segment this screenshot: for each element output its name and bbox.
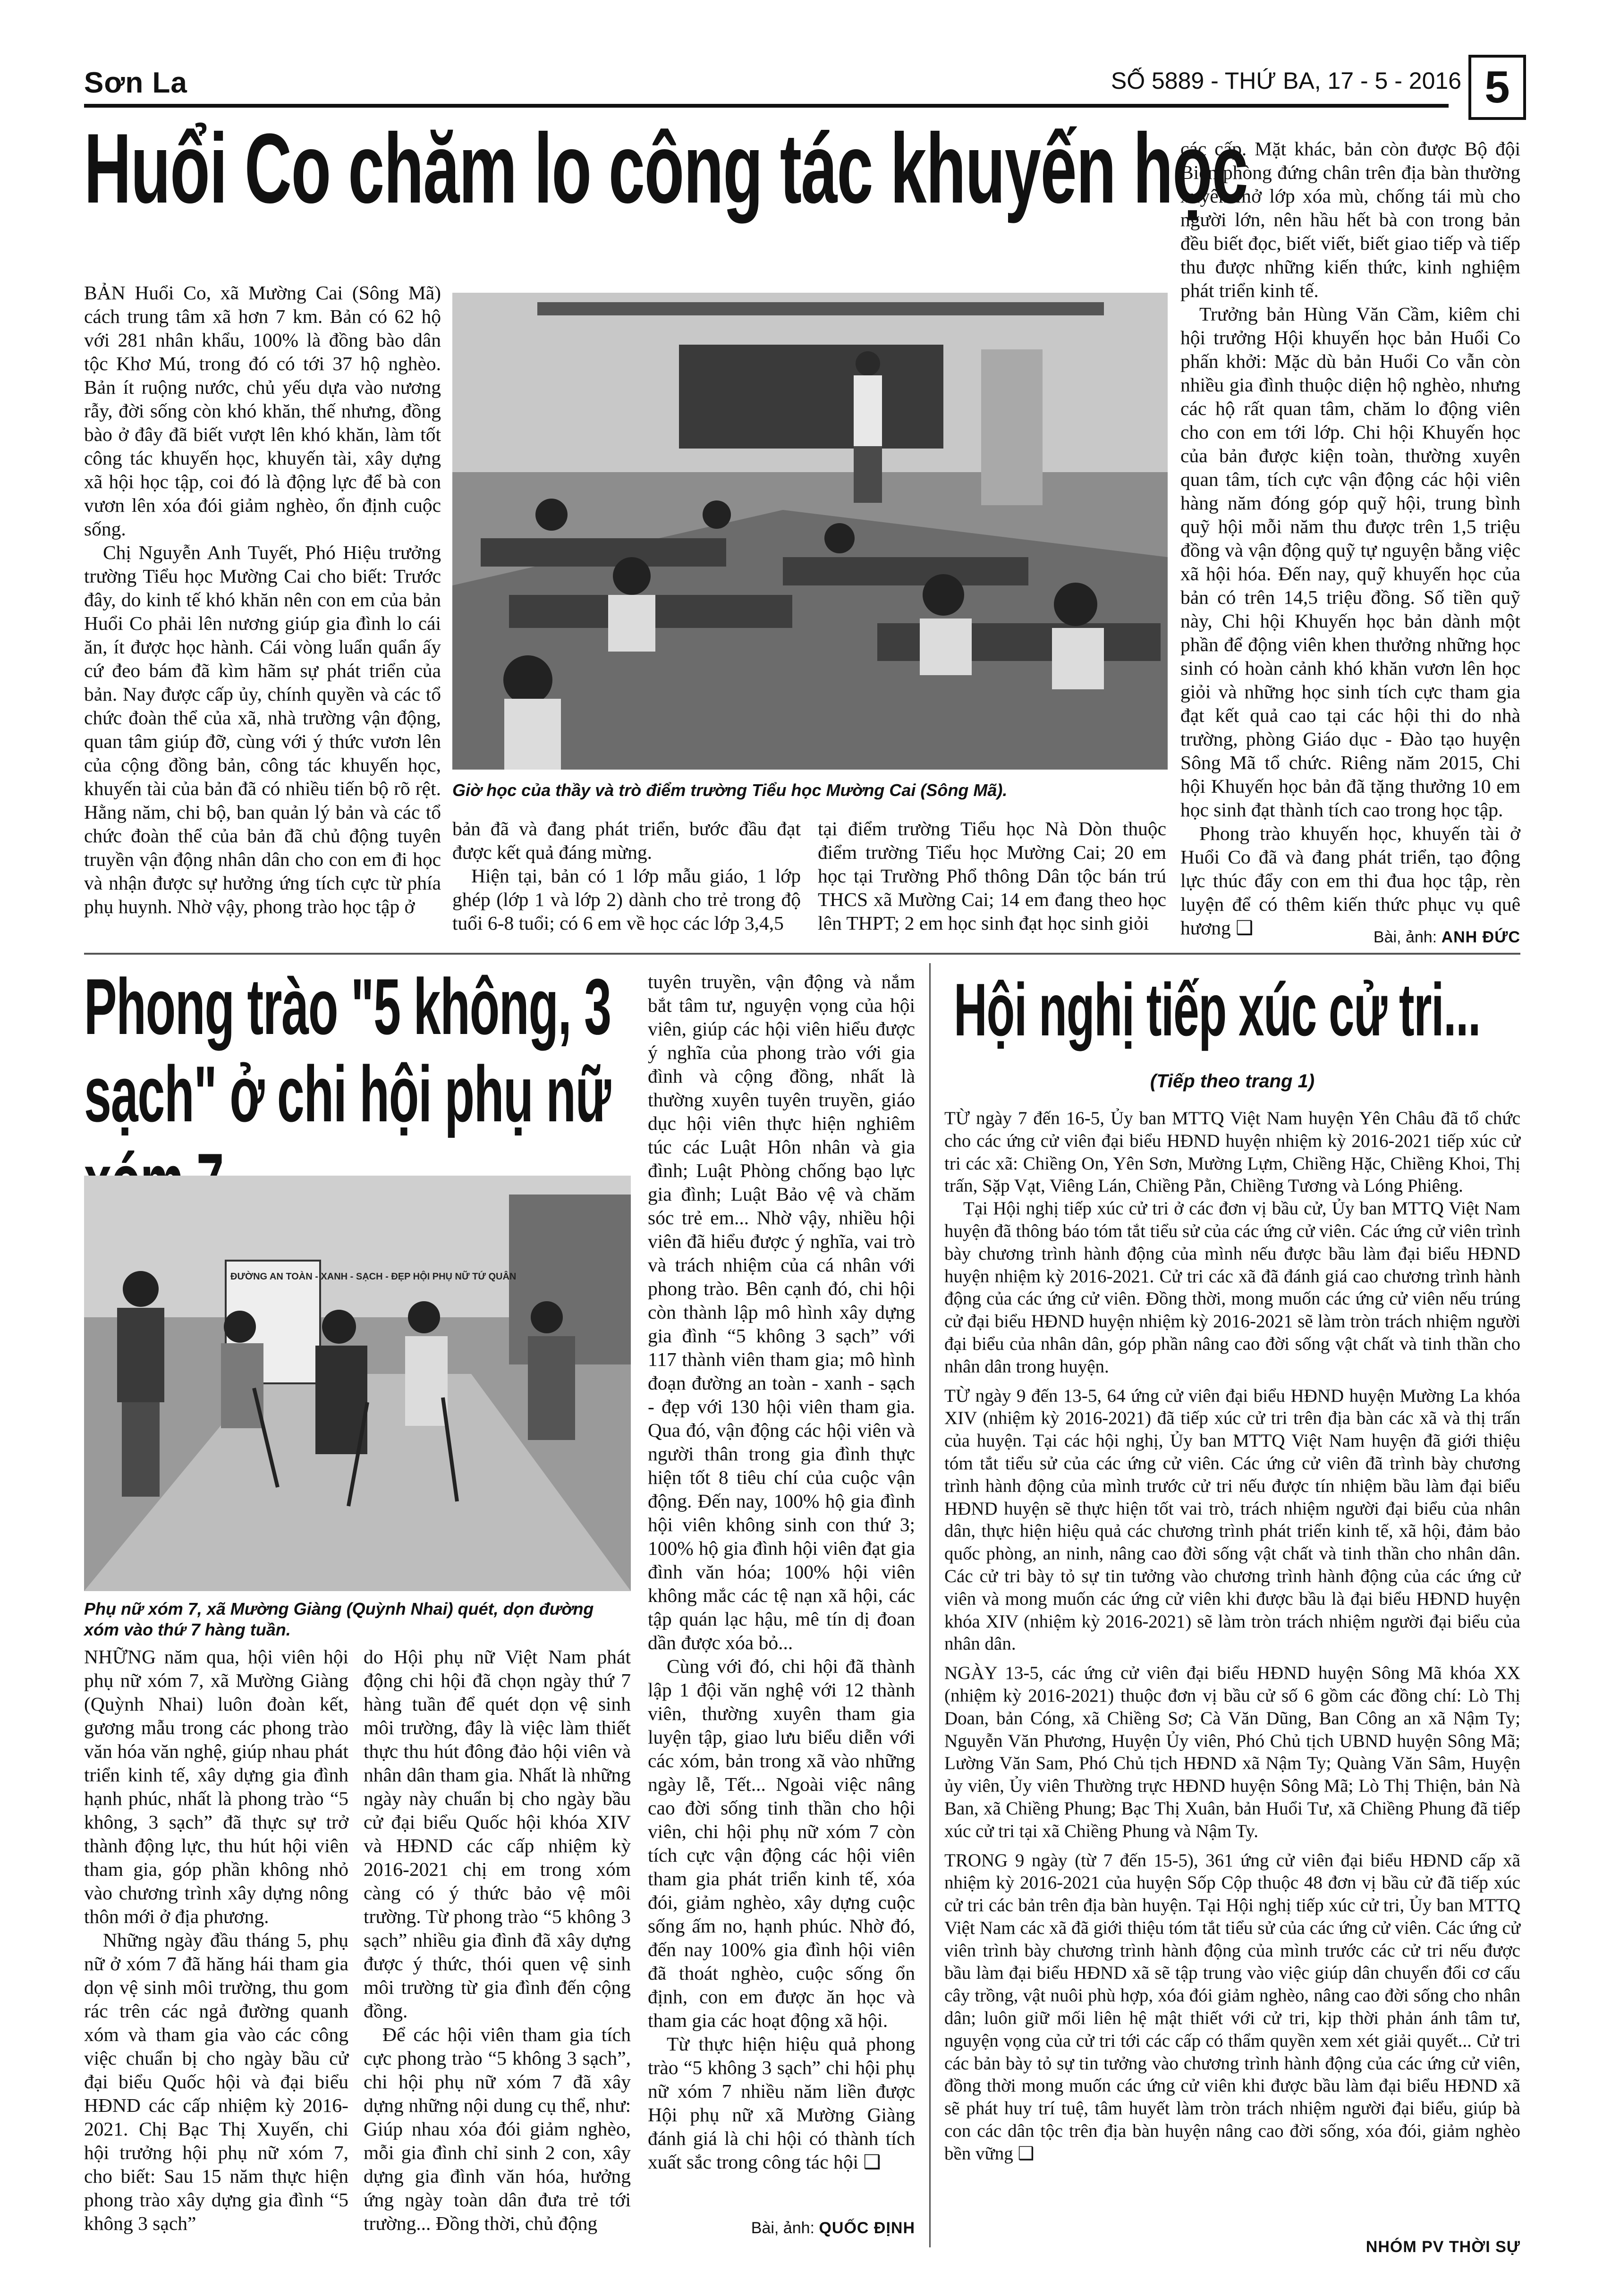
article2-byline-author: QUỐC ĐỊNH	[819, 2219, 915, 2237]
article3-p3: TỪ ngày 9 đến 13-5, 64 ứng cử viên đại biểu HĐND huyện Mường La khóa XIV (nhiệm kỳ 2016-2021) đã tiếp xúc cử tri trên địa bàn các xã và thị trấn của huyện. Tại các hội nghị, Ủy ban MTTQ Việt Nam huyện đã giới thiệu tóm tắt tiểu sử của các ứng cử viên. Các ứng cử viên đã trình bày chương trình hành động của mình trước cử tri nếu được tín nhiệm bầu làm đại biểu HĐND huyện sẽ thực hiện tốt vai trò, trách nhiệm người đại biểu của nhân dân, thực hiện hiệu quả các chương trình phát triển kinh tế, xã hội, đảm bảo quốc phòng, an ninh, nâng cao đời sống vật chất và tinh thần cho nhân dân. Các cử tri bày tỏ sự tin tưởng vào chương trình hành động của các ứng cử viên và mong muốn các ứng cử viên khi được bầu là đại biểu HĐND huyện khóa XIV (nhiệm kỳ 2016-2021) sẽ làm tròn trách nhiệm người đại biểu của nhân dân.	[944, 1385, 1520, 1654]
article2-col2-p1: do Hội phụ nữ Việt Nam phát động chi hội đã chọn ngày thứ 7 hàng tuần để quét dọn vệ sinh môi trường, đây là việc làm thiết thực thu hút đông đảo hội viên và nhân dân tham gia. Nhất là những ngày này chuẩn bị cho ngày bầu cử đại biểu Quốc hội khóa XIV và HĐND các cấp nhiệm kỳ 2016-2021 chị em trong xóm càng có ý thức bảo vệ môi trường. Từ phong trào “5 không 3 sạch” nhiều gia đình đã xây dựng được ý thức, thói quen vệ sinh môi trường từ gia đình đến cộng đồng.	[364, 1646, 631, 2022]
article1-col4-p2: Trưởng bản Hùng Văn Cầm, kiêm chi hội trưởng Hội khuyến học bản Huổi Co phấn khởi: Mặc dù bản Huổi Co vẫn còn nhiều gia đình thuộc diện hộ nghèo, nhưng các hộ rất quan tâm, chăm lo động viên cho con em tới lớp. Chi hội Khuyến học của bản được kiện toàn, thường xuyên quan tâm, tích cực vận động các hội viên hàng năm đóng góp quỹ hội, trung bình quỹ hội mỗi năm thu được trên 1,5 triệu đồng và vận động quỹ tự nguyện bằng việc xã hội hóa. Đến nay, quỹ khuyến học của bản có trên 14,5 triệu đồng. Số tiền quỹ này, Chi hội Khuyến học bản dành một phần để động viên khen thưởng những học sinh có hoàn cảnh khó khăn vươn lên học giỏi và những học sinh tích cực tham gia đạt kết quả cao tại các hội thi do nhà trường, phòng Giáo dục - Đào tạo huyện Sông Mã tổ chức. Riêng năm 2015, Chi hội Khuyến học bản đã tặng thưởng 10 em học sinh đạt thành tích cao trong học tập.	[1180, 303, 1520, 821]
article1-col2	[452, 817, 801, 935]
article3-p1: TỪ ngày 7 đến 16-5, Ủy ban MTTQ Việt Nam huyện Yên Châu đã tổ chức cho các ứng cử viên đại biểu HĐND huyện nhiệm kỳ 2016-2021 tiếp xúc cử tri các xã: Chiềng On, Yên Sơn, Mường Lựm, Chiềng Hặc, Chiềng Khoi, Thị trấn, Sặp Vạt, Viêng Lán, Chiềng Pằn, Chiềng Tương và Lóng Phiêng.	[944, 1108, 1520, 1196]
issue-info: SỐ 5889 - THỨ BA, 17 - 5 - 2016	[1111, 68, 1461, 94]
story-divider	[84, 953, 1520, 955]
article2-col2-p2: Để các hội viên tham gia tích cực phong trào “5 không 3 sạch”, chi hội phụ nữ xóm 7 đã xây dựng những nội dung cụ thể, như: Giúp nhau xóa đói giảm nghèo, mỗi gia đình chỉ sinh 2 con, xây dựng gia đình văn hóa, hưởng ứng ngày toàn dân đưa trẻ tới trường... Đồng thời, chủ động	[364, 2024, 631, 2234]
page-number: 5	[1468, 55, 1526, 120]
article1-col1	[84, 281, 441, 918]
article1-col3-p1: tại điểm trường Tiểu học Nà Dòn thuộc điểm trường Tiểu học Mường Cai; 20 em học tại Trường Phổ thông Dân tộc bán trú THCS xã Mường Cai; 14 em đang theo học lên THPT; 2 em học sinh đạt học sinh giỏi	[818, 818, 1166, 934]
article2-col3-p3: Từ thực hiện hiệu quả phong trào “5 không 3 sạch” chi hội phụ nữ xóm 7 nhiều năm liền được Hội phụ nữ xã Mường Giàng đánh giá là chi hội có thành tích xuất sắc trong công tác hội ❑	[648, 2033, 915, 2173]
article3-title: Hội nghị tiếp xúc cử tri...	[954, 968, 1481, 1051]
article1-byline-prefix: Bài, ảnh:	[1373, 928, 1437, 946]
article3-byline-author: NHÓM PV THỜI SỰ	[1366, 2238, 1520, 2256]
article2-col2	[364, 1645, 631, 2235]
article2-col1-p2: Những ngày đầu tháng 5, phụ nữ ở xóm 7 đã hăng hái tham gia dọn vệ sinh môi trường, thu gom rác trên các ngả đường quanh xóm và tham gia vào các công việc chuẩn bị cho ngày bầu cử đại biểu Quốc hội và đại biểu HĐND các cấp nhiệm kỳ 2016-2021. Chị Bạc Thị Xuyến, chi hội trưởng hội phụ nữ xóm 7, cho biết: Sau 15 năm thực hiện phong trào xây dựng gia đình “5 không 3 sạch”	[84, 1929, 348, 2234]
article1-caption: Giờ học của thầy và trò điểm trường Tiểu học Mường Cai (Sông Mã).	[452, 780, 1008, 800]
article1-col3	[818, 817, 1166, 935]
classroom-illustration	[452, 293, 1168, 770]
article3-body	[944, 1107, 1520, 2165]
article1-byline-author: ANH ĐỨC	[1441, 928, 1520, 946]
article3-byline	[944, 2238, 1520, 2256]
article1-col1-p1: BẢN Huổi Co, xã Mường Cai (Sông Mã) cách trung tâm xã hơn 7 km. Bản có 62 hộ với 281 nhân khẩu, 100% là đồng bào dân tộc Khơ Mú, trong đó có tới 37 hộ nghèo. Bản ít ruộng nước, chủ yếu dựa vào nương rẫy, đời sống còn khó khăn, thế nhưng, đồng bào ở đây đã biết vượt lên khó khăn, làm tốt công tác khuyến học, khuyến tài, xây dựng xã hội học tập, coi đó là động lực để bà con vươn lên xóa đói giảm nghèo, ổn định cuộc sống.	[84, 282, 441, 540]
article2-col1	[84, 1645, 348, 2235]
article1-byline	[1180, 928, 1520, 947]
article3-subtitle: (Tiếp theo trang 1)	[1150, 1071, 1315, 1092]
article2-byline	[648, 2219, 915, 2237]
article2-photo	[84, 1176, 631, 1591]
article2-caption: Phụ nữ xóm 7, xã Mường Giàng (Quỳnh Nhai) quét, dọn đường xóm vào thứ 7 hàng tuần.	[84, 1599, 594, 1639]
column-divider	[929, 963, 931, 2247]
article1-col4-p1: các cấp. Mặt khác, bản còn được Bộ đội Biên phòng đứng chân trên địa bàn thường xuyên mở lớp xóa mù, chống tái mù cho người lớn, nên hầu hết bà con trong bản đều biết đọc, biết viết, biết giao tiếp và tiếp thu được những kiến thức, kinh nghiệm phát triển kinh tế.	[1180, 138, 1520, 301]
article1-col4-p3: Phong trào khuyến học, khuyến tài ở Huổi Co đã và đang phát triển, tạo động lực thúc đẩy con em thi đua học tập, rèn luyện để có thêm kiến thức phục vụ quê hương ❑	[1180, 822, 1520, 939]
article3-p2: Tại Hội nghị tiếp xúc cử tri ở các đơn vị bầu cử, Ủy ban MTTQ Việt Nam huyện đã thông báo tóm tắt tiểu sử của các ứng cử viên. Các ứng cử viên trình bày chương trình hành động của mình nếu được bầu làm đại biểu HĐND huyện nhiệm kỳ 2016-2021. Cử tri các xã đã đánh giá cao chương trình hành động của các ứng cử viên. Đồng thời, mong muốn các ứng cử viên nếu trúng cử đại biểu HĐND huyện nhiệm kỳ 2016-2021 sẽ làm tròn trách nhiệm người đại biểu của nhân dân, góp phần nâng cao đời sống vật chất và tinh thần cho nhân dân trong huyện.	[944, 1198, 1520, 1377]
article2-title: Phong trào "5 không, 3 sạch" ở chi hội phụ nữ	[84, 962, 611, 1138]
article3-p5: TRONG 9 ngày (từ 7 đến 15-5), 361 ứng cử viên đại biểu HĐND cấp xã nhiệm kỳ 2016-2021 của huyện Sốp Cộp thuộc 48 đơn vị bầu cử đã tiếp xúc cử tri các bản trên địa bàn huyện. Tại Hội nghị tiếp xúc cử tri, Ủy ban MTTQ Việt Nam các xã đã giới thiệu tóm tắt tiểu sử của các ứng cử viên. Các ứng cử viên trình bày chương trình hành động của mình trước các cử tri nếu được bầu làm đại biểu HĐND xã sẽ tập trung vào việc giúp dân chuyển đổi cơ cấu cây trồng, vật nuôi phù hợp, xóa đói giảm nghèo, nâng cao đời sống cho nhân dân; luôn giữ mối liên hệ mật thiết với cử tri, kịp thời phản ánh tâm tư, nguyện vọng của cử tri tới các cấp có thẩm quyền xem xét giải quyết... Cử tri các bản bày tỏ sự tin tưởng vào chương trình hành động của các ứng cử viên, đồng thời mong muốn các ứng cử viên khi được bầu làm đại biểu HĐND xã sẽ phát huy trí tuệ, tâm huyết làm tròn trách nhiệm người đại biểu, giúp bà con các dân tộc trên địa bàn huyện nâng cao đời sống, xóa đói, giảm nghèo bền vững ❑	[944, 1850, 1520, 2164]
women-sweeping-illustration	[84, 1176, 631, 1591]
article1-photo	[452, 293, 1168, 770]
article2-byline-prefix: Bài, ảnh:	[751, 2219, 814, 2237]
article2-col3-p1: tuyên truyền, vận động và nắm bắt tâm tư, nguyện vọng của hội viên, giúp các hội viên hiểu được ý nghĩa của phong trào với gia đình và cộng đồng, nhất là thường xuyên tuyên truyền, giáo dục hội viên thực hiện nghiêm túc các Luật Hôn nhân và gia đình; Luật Phòng chống bạo lực gia đình; Luật Bảo vệ và chăm sóc trẻ em... Nhờ vậy, nhiều hội viên đã hiểu được ý nghĩa, vai trò và trách nhiệm của cá nhân với phong trào. Bên cạnh đó, chi hội còn thành lập mô hình xây dựng gia đình “5 không 3 sạch” với 117 thành viên tham gia; mô hình đoạn đường an toàn - xanh - sạch - đẹp với 130 hội viên tham gia. Qua đó, vận động các hội viên và người thân trong gia đình thực hiện tốt 8 tiêu chí của cuộc vận động. Đến nay, 100% hộ gia đình hội viên không sinh con thứ 3; 100% hộ gia đình hội viên đạt gia đình văn hóa; 100% hội viên không mắc các tệ nạn xã hội, các tập quán lạc hậu, mê tín dị đoan dần được xóa bỏ...	[648, 971, 915, 1653]
article3-p4: NGÀY 13-5, các ứng cử viên đại biểu HĐND huyện Sông Mã khóa XX (nhiệm kỳ 2016-2021) thuộc đơn vị bầu cử số 6 gồm các đồng chí: Lò Thị Doan, bản Cóng, xã Chiềng Sơ; Cà Văn Dũng, Ban Công an xã Nậm Ty; Nguyễn Văn Phương, Huyện Ủy viên, Phó Chủ tịch UBND huyện Sông Mã; Lường Văn Sam, Phó Chủ tịch HĐND xã Nậm Ty; Quàng Văn Sâm, Huyện ủy viên, Ủy viên Thường trực HĐND huyện Sông Mã; Lò Thị Thiện, bản Nà Ban, xã Chiềng Phung; Bạc Thị Xuân, bản Huổi Tư, xã Chiềng Phung đã tiếp xúc cử tri tại xã Chiềng Phung và Nậm Ty.	[944, 1663, 1520, 1841]
article1-col4	[1180, 137, 1520, 940]
article2-col1-p1: NHỮNG năm qua, hội viên hội phụ nữ xóm 7, xã Mường Giàng (Quỳnh Nhai) luôn đoàn kết, gương mẫu trong các phong trào văn hóa văn nghệ, giúp nhau phát triển kinh tế, xây dựng gia đình hạnh phúc, nhất là phong trào “5 không, 3 sạch” đã thực sự trở thành động lực, thu hút hội viên tham gia, góp phần không nhỏ vào chương trình xây dựng nông thôn mới ở địa phương.	[84, 1646, 348, 1927]
header-rule	[84, 104, 1449, 108]
article1-col2-p2: Hiện tại, bản có 1 lớp mẫu giáo, 1 lớp ghép (lớp 1 và lớp 2) dành cho trẻ trong độ tuổi 6-8 tuổi; có 6 em về học các lớp 3,4,5	[452, 865, 801, 934]
section-name: Sơn La	[84, 67, 187, 99]
road-sign-text: ĐƯỜNG AN TOÀN - XANH - SẠCH - ĐẸP HỘI PHỤ NỮ TỨ QUÂN	[230, 1271, 517, 1282]
article1-col1-p2: Chị Nguyễn Anh Tuyết, Phó Hiệu trưởng trường Tiểu học Mường Cai cho biết: Trước đây, do kinh tế khó khăn nên con em của bản Huổi Co phải lên nương giúp gia đình lo cái ăn, ít được học hành. Cái vòng luẩn quẩn ấy cứ đeo bám đã kìm hãm sự phát triển của bản. Nay được cấp ủy, chính quyền và các tổ chức đoàn thể của xã, nhà trường vận động, quan tâm giúp đỡ, cùng với ý thức vươn lên của cộng đồng bản, công tác khuyến học, khuyến tài của bản đã có nhiều tiến bộ rõ rệt. Hằng năm, chi bộ, ban quản lý bản và các tổ chức đoàn thể của bản đã chủ động tuyên truyền vận động nhân dân cho con em đi học và nhận được sự hưởng ứng tích cực từ phía phụ huynh. Nhờ vậy, phong trào học tập ở	[84, 542, 441, 917]
article1-col2-p1: bản đã và đang phát triển, bước đầu đạt được kết quả đáng mừng.	[452, 818, 801, 863]
article1-title: Huổi Co chăm lo công tác khuyến học	[84, 113, 1248, 224]
article2-col3-p2: Cùng với đó, chi hội đã thành lập 1 đội văn nghệ với 12 thành viên, thường xuyên tham gia luyện tập, giao lưu biểu diễn với các xóm, bản trong xã vào những ngày lễ, Tết... Ngoài việc nâng cao đời sống tinh thần cho hội viên, chi hội phụ nữ xóm 7 còn tích cực vận động các hội viên tham gia phát triển kinh tế, xóa đói, giảm nghèo, xây dựng cuộc sống ấm no, hạnh phúc. Nhờ đó, đến nay 100% gia đình hội viên đã thoát nghèo, cuộc sống ổn định, con em được ăn học và tham gia các hoạt động xã hội.	[648, 1655, 915, 2031]
article2-col3	[648, 970, 915, 2174]
